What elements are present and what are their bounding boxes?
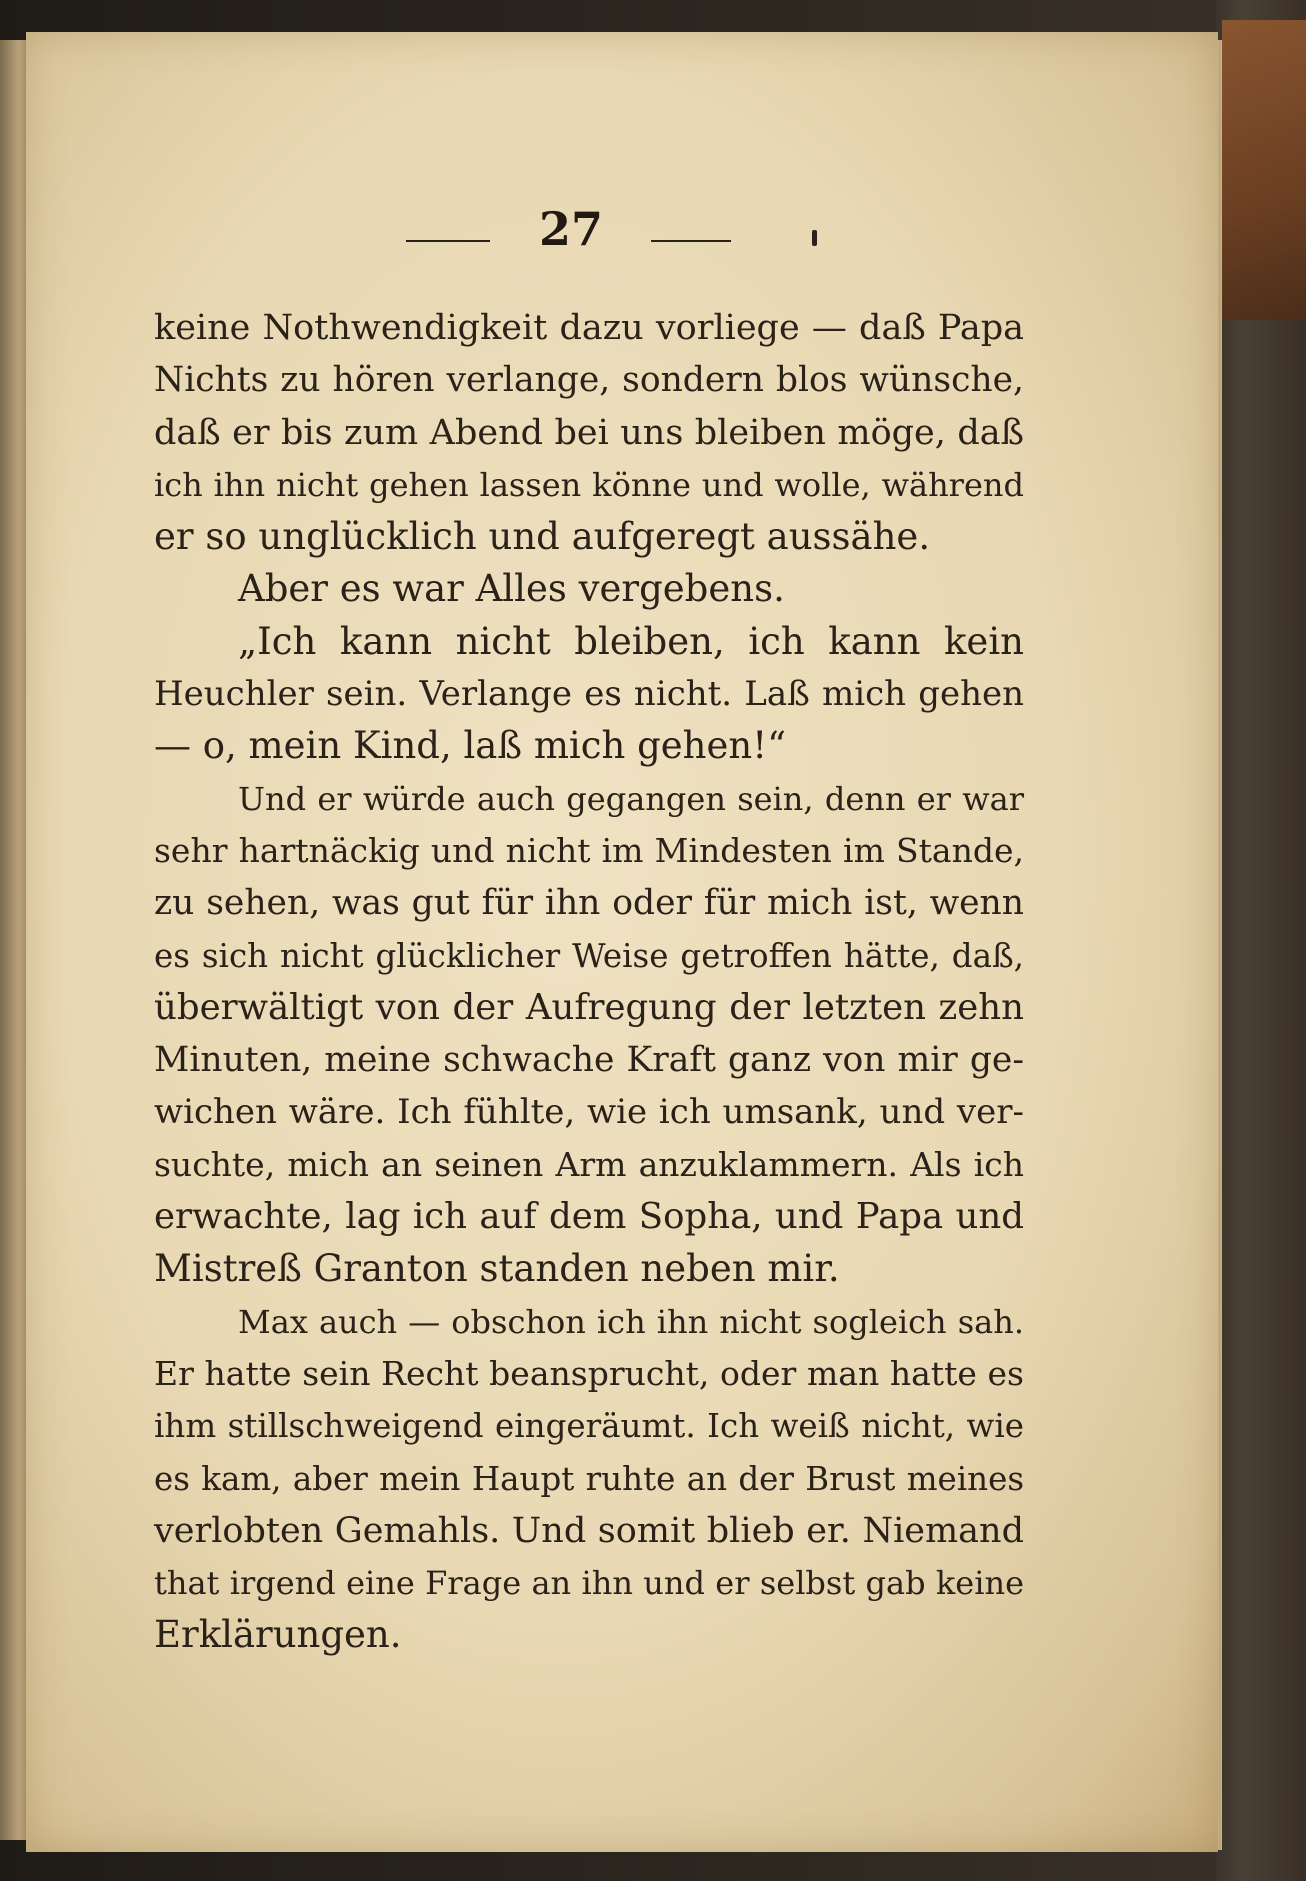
text-line: es kam, aber mein Haupt ruhte an der Brust meines [154,1459,1024,1498]
text-line: überwältigt von der Aufregung der letzten zehn [154,986,1024,1028]
header-rule-left [406,240,490,242]
body-text [154,302,1024,1662]
text-line: — o, mein Kind, laß mich gehen!“ [154,724,786,768]
leather-cover-corner [1222,20,1306,320]
text-line: es sich nicht glücklicher Weise getroffen hätte, daß, [154,936,1024,975]
header-rule-right [651,240,731,242]
paragraph-start-line: Aber es war Alles vergebens. [238,567,785,611]
text-line: daß er bis zum Abend bei uns bleiben möge, daß [154,412,1024,453]
text-line: er so unglücklich und aufgeregt aussähe. [154,515,931,559]
text-line: wichen wäre. Ich fühlte, wie ich umsank, und ver- [154,1092,1024,1133]
paragraph-start-line: Max auch — obschon ich ihn nicht sogleich sah. [238,1302,1024,1341]
paragraph-start-line: Und er würde auch gegangen sein, denn er war [238,779,1024,818]
running-head [26,202,1226,262]
text-line: erwachte, lag ich auf dem Sopha, und Papa und [154,1196,1024,1238]
ink-speck [812,230,817,246]
text-line: keine Nothwendigkeit dazu vorliege — daß Papa [154,308,1024,348]
page-number: 27 [538,202,603,256]
text-line: sehr hartnäckig und nicht im Mindesten im Stande, [154,830,1024,870]
text-line: Nichts zu hören verlange, sondern blos wünsche, [154,360,1024,401]
text-line: Mistreß Granton standen neben mir. [154,1247,840,1291]
text-line: Erklärungen. [154,1613,402,1657]
book-page [26,32,1218,1852]
text-line: Er hatte sein Recht beansprucht, oder man hatte es [154,1353,1024,1393]
text-line: that irgend eine Frage an ihn und er selbst gab keine [154,1564,1024,1603]
paragraph-start-line: „Ich kann nicht bleiben, ich kann kein [238,619,1024,663]
text-line: verlobten Gemahls. Und somit blieb er. Niemand [154,1510,1024,1551]
text-line: ihm stillschweigend eingeräumt. Ich weiß nicht, wie [154,1407,1024,1446]
text-line: suchte, mich an seinen Arm anzuklammern. Als ich [154,1144,1024,1184]
text-line: Minuten, meine schwache Kraft ganz von mir ge- [154,1040,1024,1081]
text-line: zu sehen, was gut für ihn oder für mich ist, wenn [154,883,1024,924]
text-line: Heuchler sein. Verlange es nicht. Laß mich gehen [154,674,1024,715]
text-line: ich ihn nicht gehen lassen könne und wolle, während [154,465,1024,504]
